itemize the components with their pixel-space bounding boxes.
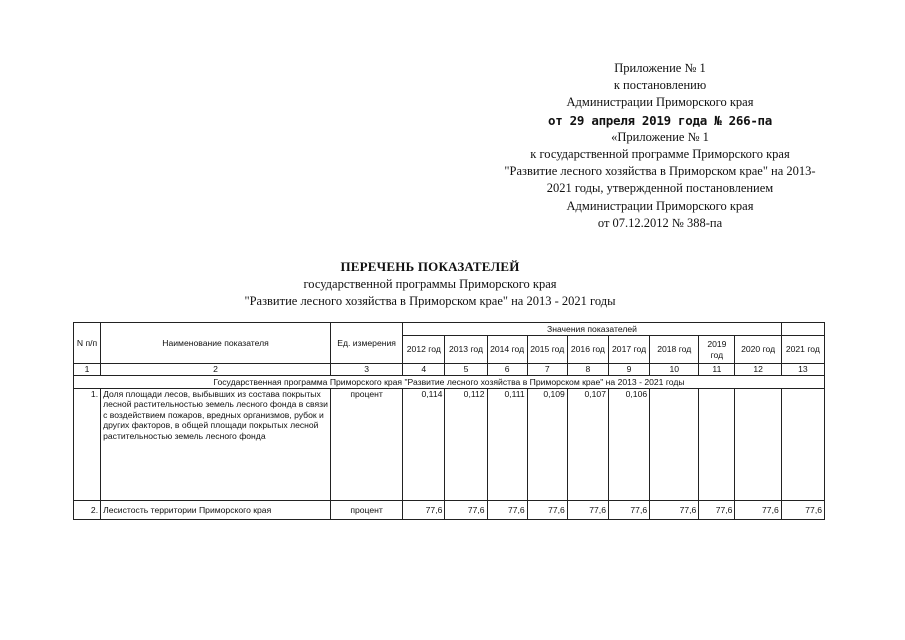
indicator-value [650,389,699,501]
year-header: 2018 год [650,336,699,364]
header-line: «Приложение № 1 [611,129,709,144]
indicators-table [73,322,825,520]
indicator-value: 77,6 [735,501,781,520]
indicator-unit: процент [330,389,402,501]
indicator-value [781,389,824,501]
indicator-name: Лесистость территории Приморского края [101,501,331,520]
indicator-value: 0,111 [487,389,527,501]
indicator-value: 0,114 [403,389,445,501]
year-header: 2017 год [608,336,649,364]
column-number: 1 [74,364,101,376]
year-header: 2012 год [403,336,445,364]
header-line: к постановлению [613,78,707,93]
table-header-row [74,323,825,336]
table-row [74,389,825,501]
column-number: 5 [445,364,487,376]
column-number: 9 [608,364,649,376]
column-header-number: N п/п [74,323,101,364]
indicator-value: 77,6 [608,501,649,520]
header-line: 2021 годы, утвержденной постановлением [546,181,774,196]
program-title-cell: Государственная программа Приморского края "Развитие лесного хозяйства в Приморском крае" на 2013 - 2021 годы [74,376,825,389]
column-number: 3 [330,364,402,376]
column-header-blank [781,323,824,336]
year-header: 2015 год [527,336,567,364]
year-header: 2014 год [487,336,527,364]
document-title-block [160,258,700,311]
column-number: 7 [527,364,567,376]
indicator-value: 77,6 [487,501,527,520]
column-number: 11 [699,364,735,376]
program-row [74,376,825,389]
indicator-value: 77,6 [403,501,445,520]
indicator-value: 77,6 [650,501,699,520]
column-header-values: Значения показателей [403,323,782,336]
indicator-value [735,389,781,501]
indicator-name: Доля площади лесов, выбывших из состава покрытых лесной растительностью земель лесного фонда в связи с воздействием пожаров, вредных организмов, рубок и других факторов, в общей площади покрытых лесной растительностью земель лесного фонда [101,389,331,501]
year-header: 2020 год [735,336,781,364]
header-line: "Развитие лесного хозяйства в Приморском крае" на 2013- [504,164,816,179]
indicator-value: 0,106 [608,389,649,501]
indicator-unit: процент [330,501,402,520]
indicator-value: 0,107 [567,389,608,501]
indicator-value: 77,6 [527,501,567,520]
appendix-header [470,60,850,232]
document-title: ПЕРЕЧЕНЬ ПОКАЗАТЕЛЕЙ [340,259,520,274]
row-number: 1. [74,389,101,501]
column-number: 2 [101,364,331,376]
column-number: 4 [403,364,445,376]
header-line: Приложение № 1 [614,61,706,75]
indicator-value [699,389,735,501]
column-number: 6 [487,364,527,376]
header-line: Администрации Приморского края [566,95,754,110]
indicator-value: 77,6 [567,501,608,520]
header-line: к государственной программе Приморского края [530,147,790,162]
indicator-value: 77,6 [781,501,824,520]
year-header: 2013 год [445,336,487,364]
year-header: 2021 год [781,336,824,364]
column-number: 10 [650,364,699,376]
column-number: 12 [735,364,781,376]
indicator-value: 0,112 [445,389,487,501]
column-number: 8 [567,364,608,376]
year-header: 2019 год [699,336,735,364]
header-line: от 07.12.2012 № 388-па [597,215,723,230]
table-row [74,501,825,520]
column-number: 13 [781,364,824,376]
column-number-row [74,364,825,376]
indicator-value: 77,6 [699,501,735,520]
indicator-value: 0,109 [527,389,567,501]
header-line: Администрации Приморского края [566,198,754,213]
column-header-name: Наименование показателя [101,323,331,364]
year-header: 2016 год [567,336,608,364]
resolution-date-stamp: от 29 апреля 2019 года № 266-па [548,112,772,128]
document-subtitle: "Развитие лесного хозяйства в Приморском крае" на 2013 - 2021 годы [244,294,616,308]
indicator-value: 77,6 [445,501,487,520]
row-number: 2. [74,501,101,520]
document-subtitle: государственной программы Приморского края [303,276,557,291]
column-header-unit: Ед. измерения [330,323,402,364]
